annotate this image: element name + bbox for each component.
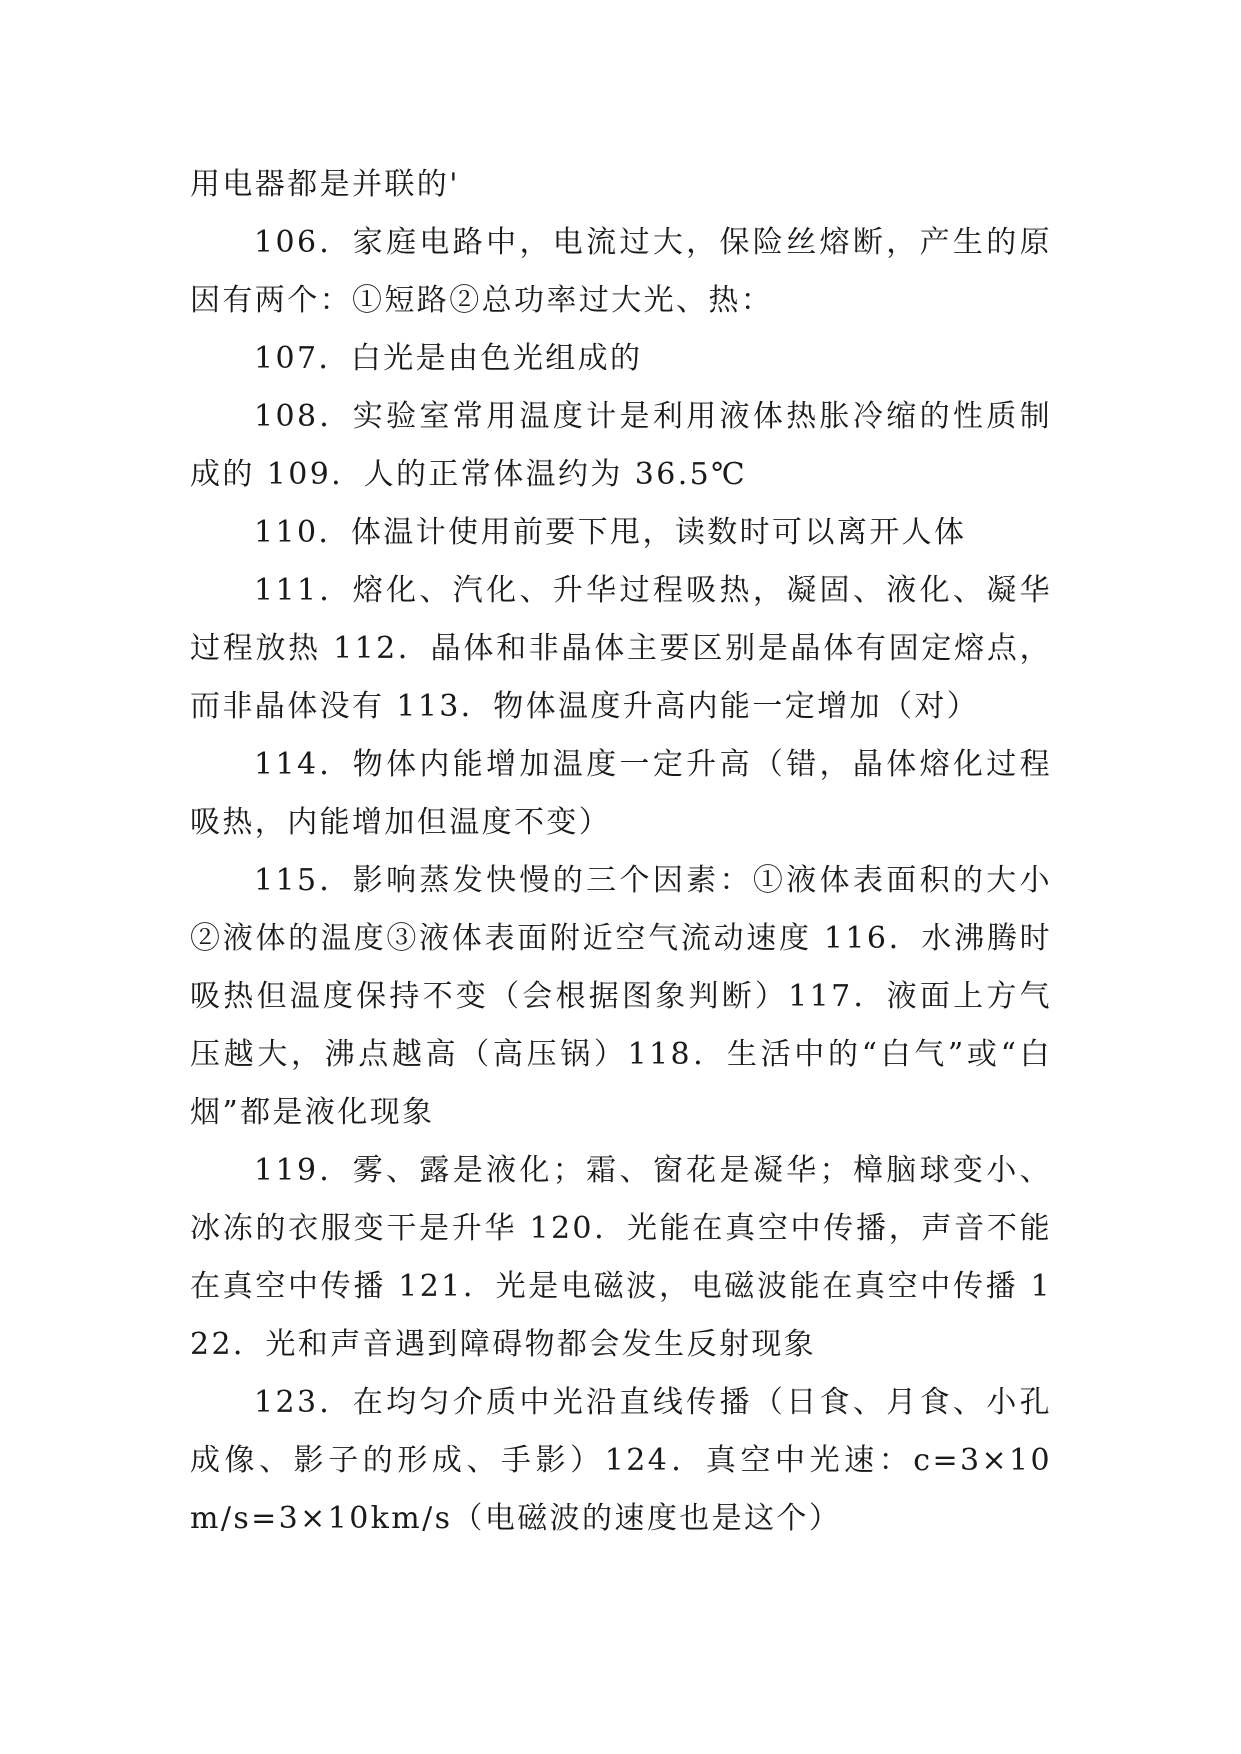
paragraph-123-124: 123．在均匀介质中光沿直线传播（日食、月食、小孔成像、影子的形成、手影）124．真空中光速：c=3×10m/s=3×10km/s（电磁波的速度也是这个）: [190, 1385, 1052, 1536]
paragraph-continuation: 用电器都是并联的': [190, 167, 460, 202]
paragraph-119-122: 119．雾、露是液化；霜、窗花是凝华；樟脑球变小、冰冻的衣服变干是升华 120．光能在真空中传播，声音不能在真空中传播 121．光是电磁波，电磁波能在真空中传播 122．光和声音遇到障碍物都会发生反射现象: [190, 1153, 1052, 1362]
paragraph-108-109: 108．实验室常用温度计是利用液体热胀冷缩的性质制成的 109．人的正常体温约为 36.5℃: [190, 399, 1052, 492]
body-text: [190, 156, 1052, 1548]
paragraph-107: 107．白光是由色光组成的: [254, 341, 643, 376]
paragraph-114: 114．物体内能增加温度一定升高（错，晶体熔化过程吸热，内能增加但温度不变）: [190, 747, 1052, 840]
paragraph-106: 106．家庭电路中，电流过大，保险丝熔断，产生的原因有两个：①短路②总功率过大光、热：: [190, 225, 1052, 318]
paragraph-110: 110．体温计使用前要下甩，读数时可以离开人体: [254, 515, 967, 550]
paragraph-115-118: 115．影响蒸发快慢的三个因素：①液体表面积的大小②液体的温度③液体表面附近空气流动速度 116．水沸腾时吸热但温度保持不变（会根据图象判断）117．液面上方气压越大，沸点越高（高压锅）118．生活中的“白气”或“白烟”都是液化现象: [190, 863, 1052, 1130]
paragraph-111-113: 111．熔化、汽化、升华过程吸热，凝固、液化、凝华过程放热 112．晶体和非晶体主要区别是晶体有固定熔点，而非晶体没有 113．物体温度升高内能一定增加（对）: [190, 573, 1052, 724]
